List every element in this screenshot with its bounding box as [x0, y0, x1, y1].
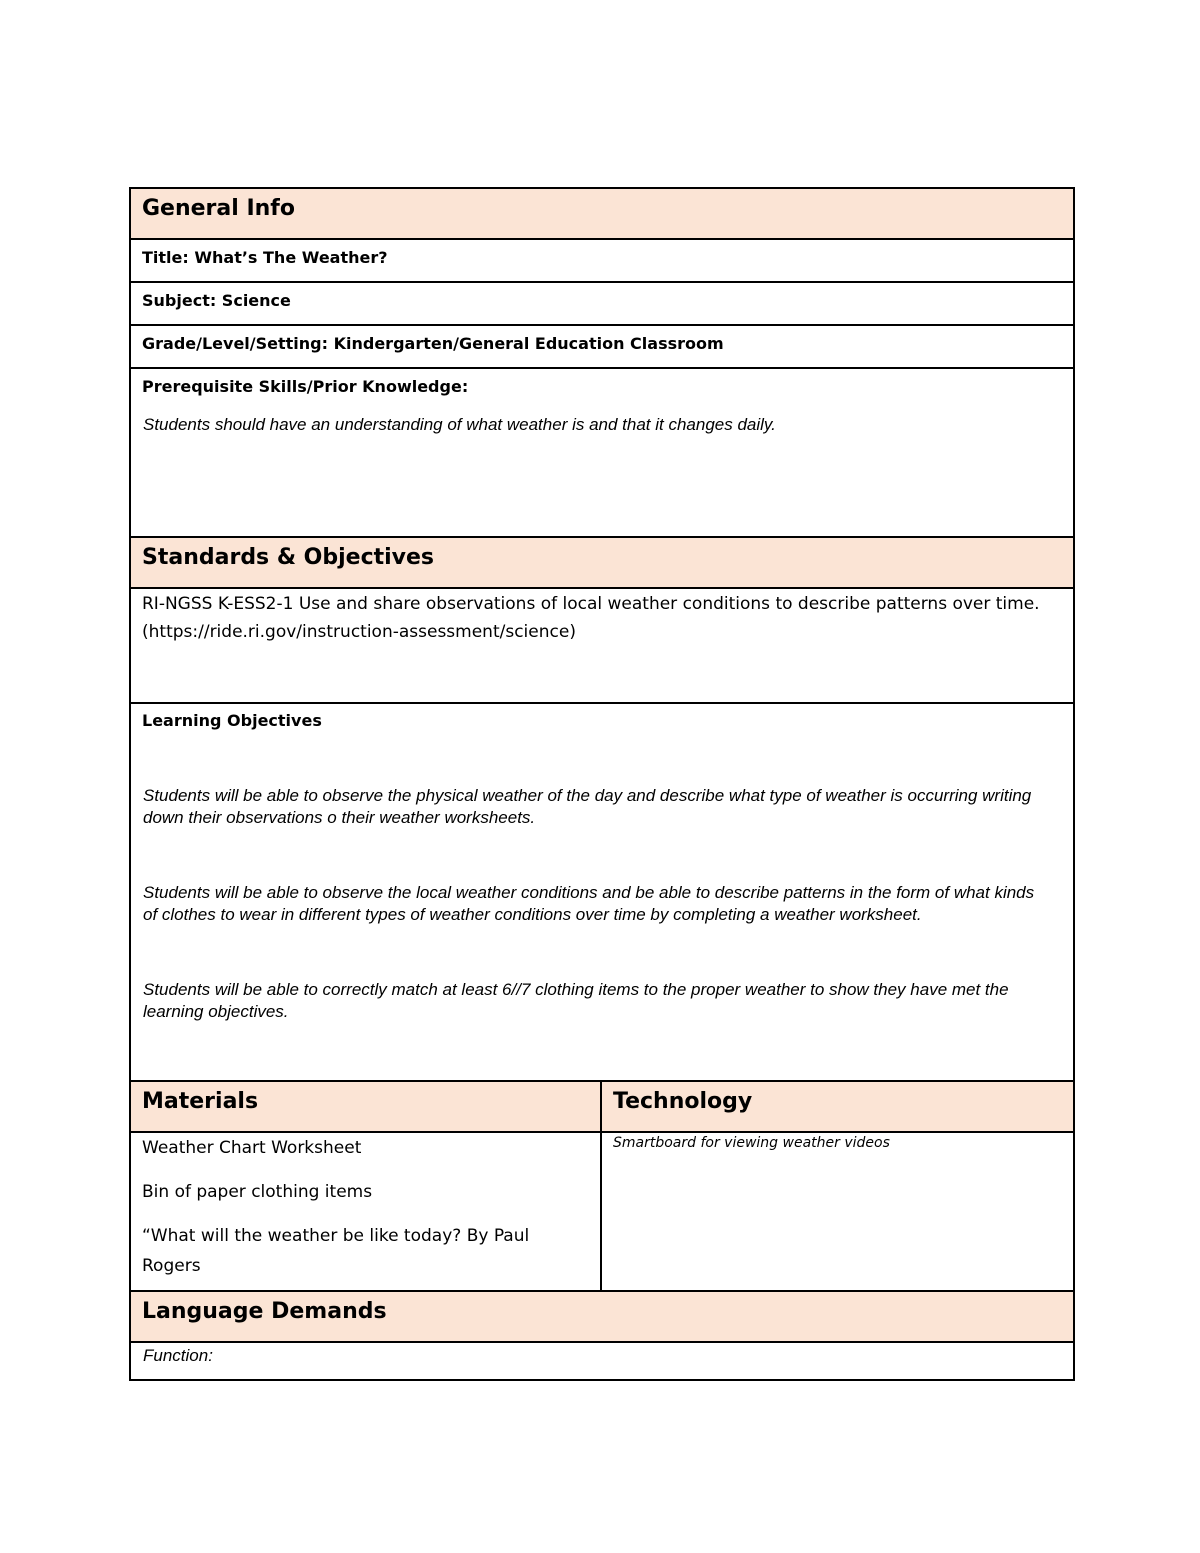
language-heading: Language Demands: [142, 1299, 387, 1324]
prereq-text: Students should have an understanding of what weather is and that it changes daily.: [143, 415, 776, 434]
prereq-row: [131, 369, 1073, 538]
material-item: Weather Chart Worksheet: [142, 1138, 362, 1158]
material-item: “What will the weather be like today? By Paul Rogers: [142, 1226, 530, 1276]
technology-text: Smartboard for viewing weather videos: [613, 1135, 890, 1151]
general-info-heading: General Info: [142, 196, 295, 221]
subject-row: [131, 283, 1073, 326]
technology-heading: Technology: [613, 1089, 753, 1114]
standards-header-row: [131, 538, 1073, 589]
standards-heading: Standards & Objectives: [142, 545, 435, 570]
standard-line-2: (https://ride.ri.gov/instruction-assessment/science): [142, 622, 576, 642]
function-row: [131, 1343, 1073, 1379]
learning-objectives-row: [131, 704, 1073, 1082]
language-header-row: [131, 1292, 1073, 1343]
lesson-subject: Subject: Science: [142, 291, 291, 310]
standard-row: [131, 589, 1073, 704]
objectives-label: Learning Objectives: [142, 711, 322, 730]
lesson-grade: Grade/Level/Setting: Kindergarten/General Education Classroom: [142, 334, 724, 353]
materials-header-cell: [131, 1082, 602, 1131]
materials-heading: Materials: [142, 1089, 259, 1114]
function-label: Function:: [143, 1346, 213, 1365]
technology-cell: [602, 1133, 1073, 1290]
lesson-plan-table: [129, 187, 1075, 1381]
objective-1: Students will be able to observe the physical weather of the day and describe what type of weather is occurring writing down their observations o their weather worksheets.: [143, 786, 1032, 827]
materials-technology-header-row: [131, 1082, 1073, 1133]
grade-row: [131, 326, 1073, 369]
prereq-label: Prerequisite Skills/Prior Knowledge:: [142, 377, 469, 396]
title-row: [131, 240, 1073, 283]
objective-3: Students will be able to correctly match at least 6//7 clothing items to the proper weather to show they have met the learning objectives.: [143, 980, 1009, 1021]
lesson-title: Title: What’s The Weather?: [142, 248, 388, 267]
technology-header-cell: [602, 1082, 1073, 1131]
materials-technology-row: [131, 1133, 1073, 1292]
materials-cell: [131, 1133, 602, 1290]
general-info-header-row: [131, 189, 1073, 240]
material-item: Bin of paper clothing items: [142, 1182, 373, 1202]
objective-2: Students will be able to observe the local weather conditions and be able to describe patterns in the form of what kinds of clothes to wear in different types of weather conditions over time by completing a weather worksheet.: [143, 883, 1035, 924]
standard-line-1: RI-NGSS K-ESS2-1 Use and share observations of local weather conditions to describe patterns over time.: [142, 594, 1040, 614]
